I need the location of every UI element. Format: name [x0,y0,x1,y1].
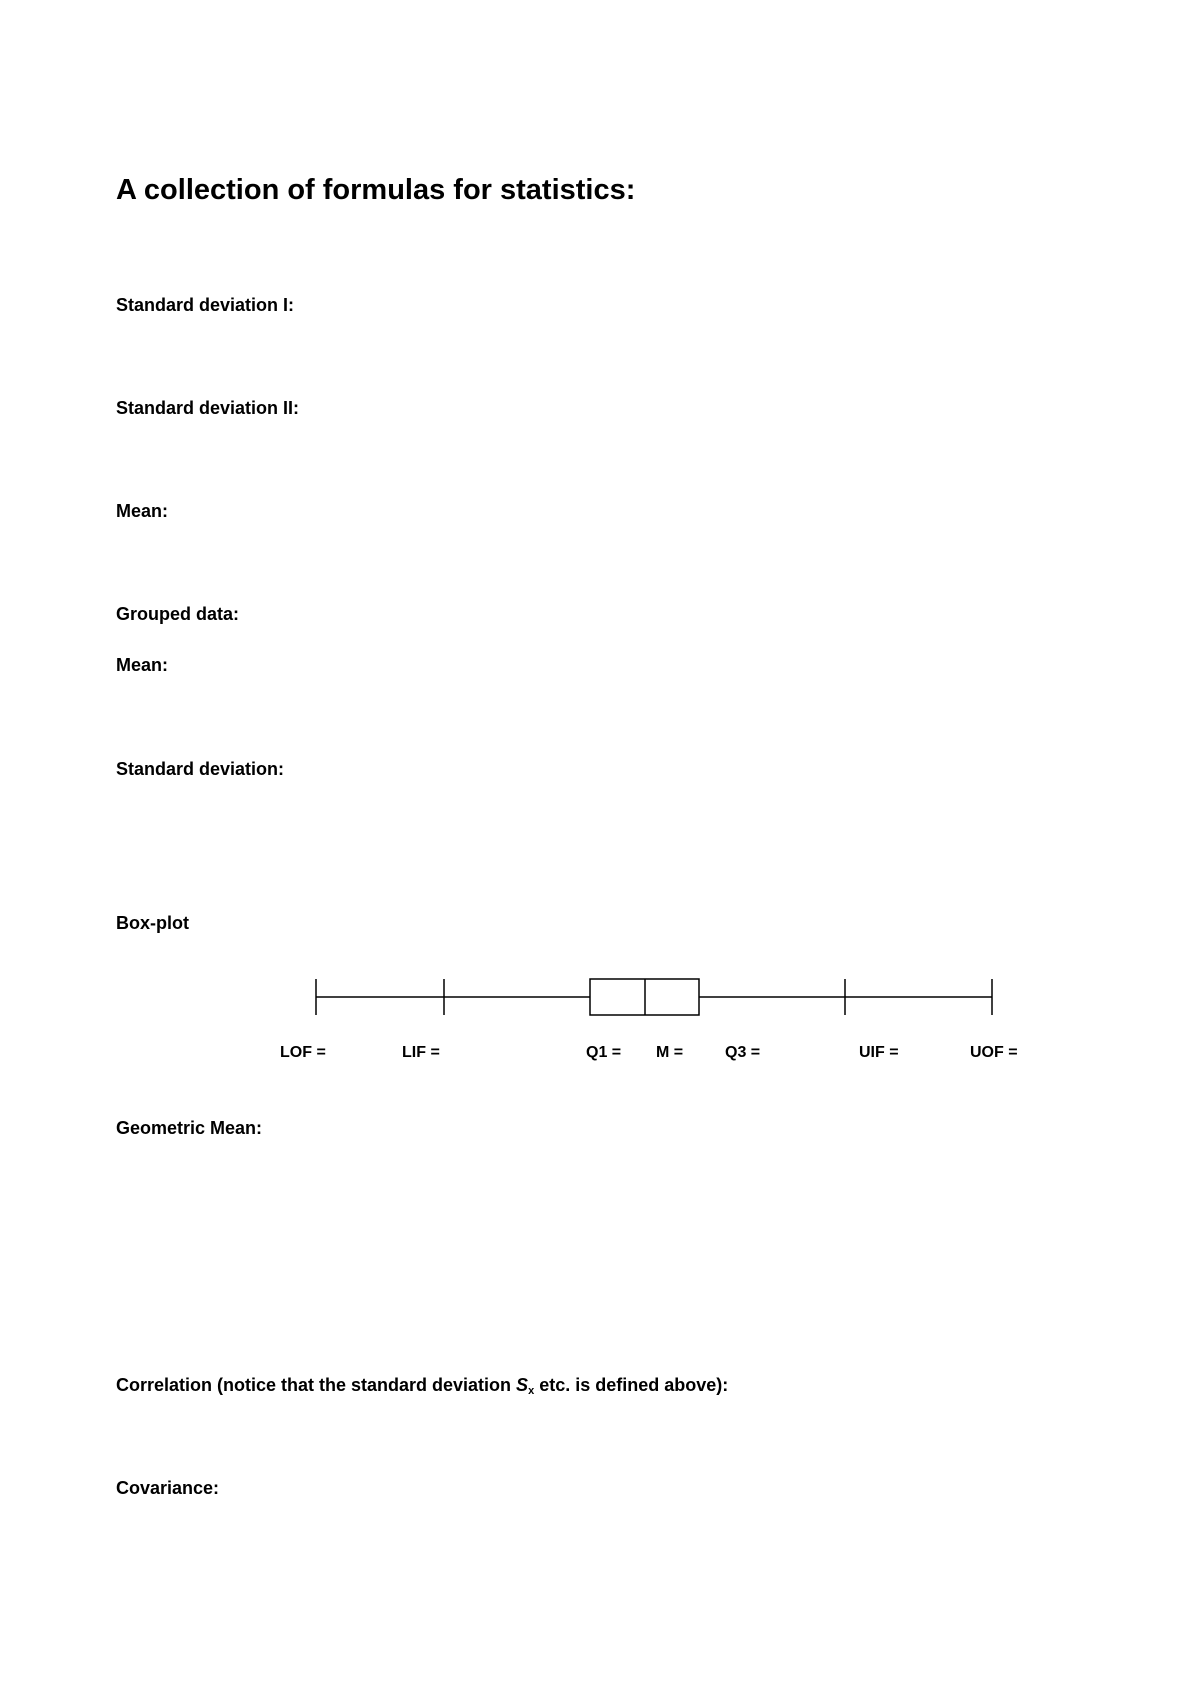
grouped-std-dev-label: Standard deviation: [116,759,285,779]
geometric-mean-label: Geometric Mean: [116,1118,263,1138]
grouped-mean-label: Mean: [116,655,169,675]
correlation-symbol: S [516,1375,529,1395]
box-plot-q1-label: Q1 = [586,1044,622,1061]
box-plot-lif-label: LIF = [402,1044,440,1061]
grouped-data-label: Grouped data: [116,604,240,624]
box-plot-m-label: M = [656,1044,684,1061]
box-plot-uof-label: UOF = [970,1044,1018,1061]
box-plot-lof-label: LOF = [280,1044,326,1061]
correlation-text-suffix: etc. is defined above): [534,1375,729,1395]
box-plot-label: Box-plot [116,913,189,933]
box-plot-uif-label: UIF = [859,1044,899,1061]
correlation-label [116,1376,728,1397]
box-plot-q3-label: Q3 = [725,1044,761,1061]
covariance-label: Covariance: [116,1478,220,1498]
page-title: A collection of formulas for statistics: [116,174,636,206]
std-dev-1-label: Standard deviation I: [116,295,295,315]
std-dev-2-label: Standard deviation II: [116,398,300,418]
correlation-subscript: x [528,1385,535,1397]
mean-label: Mean: [116,501,169,521]
correlation-text-prefix: Correlation (notice that the standard deviation [116,1375,517,1395]
